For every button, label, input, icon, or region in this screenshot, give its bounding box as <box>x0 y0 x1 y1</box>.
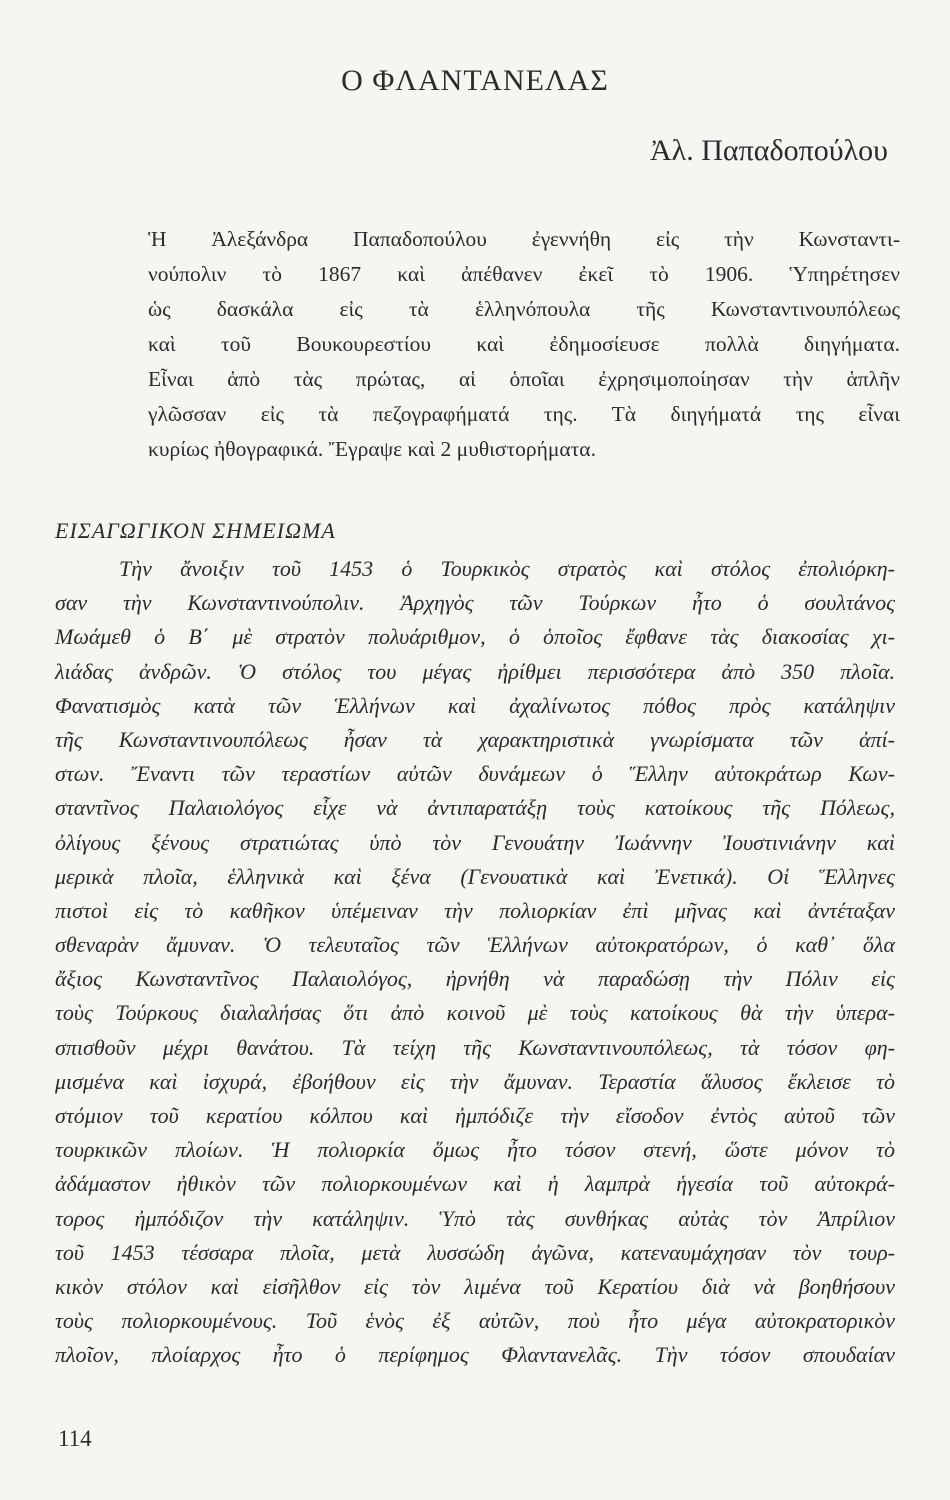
body-line: λιάδας ἀνδρῶν. Ὁ στόλος του μέγας ἠρίθμει περισσότερα ἀπὸ 350 πλοῖα. <box>55 658 895 684</box>
section-heading: ΕΙΣΑΓΩΓΙΚΟΝ ΣΗΜΕΙΩΜΑ <box>55 518 336 543</box>
body-line: Φανατισμὸς κατὰ τῶν Ἑλλήνων καὶ ἀχαλίνωτος πόθος πρὸς κατάληψιν <box>55 692 895 718</box>
body-line: τῆς Κωνσταντινουπόλεως ἦσαν τὰ χαρακτηριστικὰ γνωρίσματα τῶν ἀπί- <box>55 726 895 752</box>
body-line: τορος ἠμπόδιζον τὴν κατάληψιν. Ὑπὸ τὰς συνθήκας αὐτὰς τὸν Ἀπρίλιον <box>55 1205 895 1231</box>
body-line: τοῦ 1453 τέσσαρα πλοῖα, μετὰ λυσσώδη ἀγῶνα, κατεναυμάχησαν τὸν τουρ- <box>55 1239 895 1265</box>
bio-line: καὶ τοῦ Βουκουρεστίου καὶ ἐδημοσίευσε πολλὰ διηγήματα. <box>148 332 900 356</box>
bio-line: κυρίως ἠθογραφικά. Ἔγραψε καὶ 2 μυθιστορήματα. <box>148 437 596 461</box>
page-number: 114 <box>58 1426 92 1451</box>
body-line: στόμιον τοῦ κερατίου κόλπου καὶ ἠμπόδιζε τὴν εἴσοδον ἐντὸς αὐτοῦ τῶν <box>55 1103 895 1128</box>
page-title: Ο ΦΛΑΝΤΑΝΕΛΑΣ <box>341 64 609 97</box>
body-line: μισμένα καὶ ἰσχυρά, ἐβοήθουν εἰς τὴν ἄμυναν. Τεραστία ἅλυσος ἔκλεισε τὸ <box>55 1068 895 1094</box>
body-line: ὀλίγους ξένους στρατιώτας ὑπὸ τὸν Γενουάτην Ἰωάννην Ἰουστινιάνην καὶ <box>55 829 895 855</box>
body-line: σθεναρὰν ἄμυναν. Ὁ τελευταῖος τῶν Ἑλλήνων αὐτοκρατόρων, ὁ καθ᾿ ὅλα <box>55 932 895 958</box>
bio-line: Ἡ Ἀλεξάνδρα Παπαδοπούλου ἐγεννήθη εἰς τὴν Κωνσταντι- <box>148 227 900 251</box>
bio-line: γλῶσσαν εἰς τὰ πεζογραφήματά της. Τὰ διηγήματά της εἶναι <box>148 402 900 426</box>
body-line: μερικὰ πλοῖα, ἑλληνικὰ καὶ ξένα (Γενουατικὰ καὶ Ἐνετικά). Οἱ Ἕλληνες <box>55 863 895 889</box>
body-line: τουρκικῶν πλοίων. Ἡ πολιορκία ὅμως ἦτο τόσον στενή, ὥστε μόνον τὸ <box>55 1137 895 1163</box>
body-line: τοὺς Τούρκους διαλαλήσας ὅτι ἀπὸ κοινοῦ μὲ τοὺς κατοίκους θὰ τὴν ὑπερα- <box>55 1000 895 1026</box>
body-line: σπισθοῦν μέχρι θανάτου. Τὰ τείχη τῆς Κωνσταντινουπόλεως, τὰ τόσον φη- <box>55 1034 895 1060</box>
body-line: στων. Ἔναντι τῶν τεραστίων αὐτῶν δυνάμεων ὁ Ἕλλην αὐτοκράτωρ Κων- <box>55 761 895 787</box>
body-line: ἄξιος Κωνσταντῖνος Παλαιολόγος, ἠρνήθη νὰ παραδώσῃ τὴν Πόλιν εἰς <box>55 966 895 992</box>
intro-text <box>55 552 895 1373</box>
bio-line: ὡς δασκάλα εἰς τὰ ἑλληνόπουλα τῆς Κωνσταντινουπόλεως <box>148 297 900 321</box>
author-bio <box>148 222 900 467</box>
body-line: πιστοὶ εἰς τὸ καθῆκον ὑπέμειναν τὴν πολιορκίαν ἐπὶ μῆνας καὶ ἀντέταξαν <box>55 897 895 923</box>
body-line: πλοῖον, πλοίαρχος ἦτο ὁ περίφημος Φλαντανελᾶς. Τὴν τόσον σπουδαίαν <box>55 1342 895 1368</box>
bio-line: νούπολιν τὸ 1867 καὶ ἀπέθανεν ἐκεῖ τὸ 1906. Ὑπηρέτησεν <box>148 262 900 286</box>
body-line: σαν τὴν Κωνσταντινούπολιν. Ἀρχηγὸς τῶν Τούρκων ἦτο ὁ σουλτάνος <box>55 590 895 616</box>
body-line: ἀδάμαστον ἠθικὸν τῶν πολιορκουμένων καὶ ἡ λαμπρὰ ἡγεσία τοῦ αὐτοκρά- <box>55 1171 895 1197</box>
body-line: τοὺς πολιορκουμένους. Τοῦ ἑνὸς ἐξ αὐτῶν, ποὺ ἦτο μέγα αὐτοκρατορικὸν <box>55 1308 895 1334</box>
author-name: Ἀλ. Παπαδοπούλου <box>650 134 888 167</box>
body-line: Μωάμεθ ὁ Β΄ μὲ στρατὸν πολυάριθμον, ὁ ὁποῖος ἔφθανε τὰς διακοσίας χι- <box>55 624 895 650</box>
body-line: Τὴν ἄνοιξιν τοῦ 1453 ὁ Τουρκικὸς στρατὸς καὶ στόλος ἐπολιόρκη- <box>119 556 895 581</box>
body-line: κικὸν στόλον καὶ εἰσῆλθον εἰς τὸν λιμένα τοῦ Κερατίου διὰ νὰ βοηθήσουν <box>55 1273 895 1299</box>
bio-line: Εἶναι ἀπὸ τὰς πρώτας, αἱ ὁποῖαι ἐχρησιμοποίησαν τὴν ἁπλῆν <box>148 367 900 391</box>
body-line: σταντῖνος Παλαιολόγος εἶχε νὰ ἀντιπαρατάξῃ τοὺς κατοίκους τῆς Πόλεως, <box>55 795 895 821</box>
